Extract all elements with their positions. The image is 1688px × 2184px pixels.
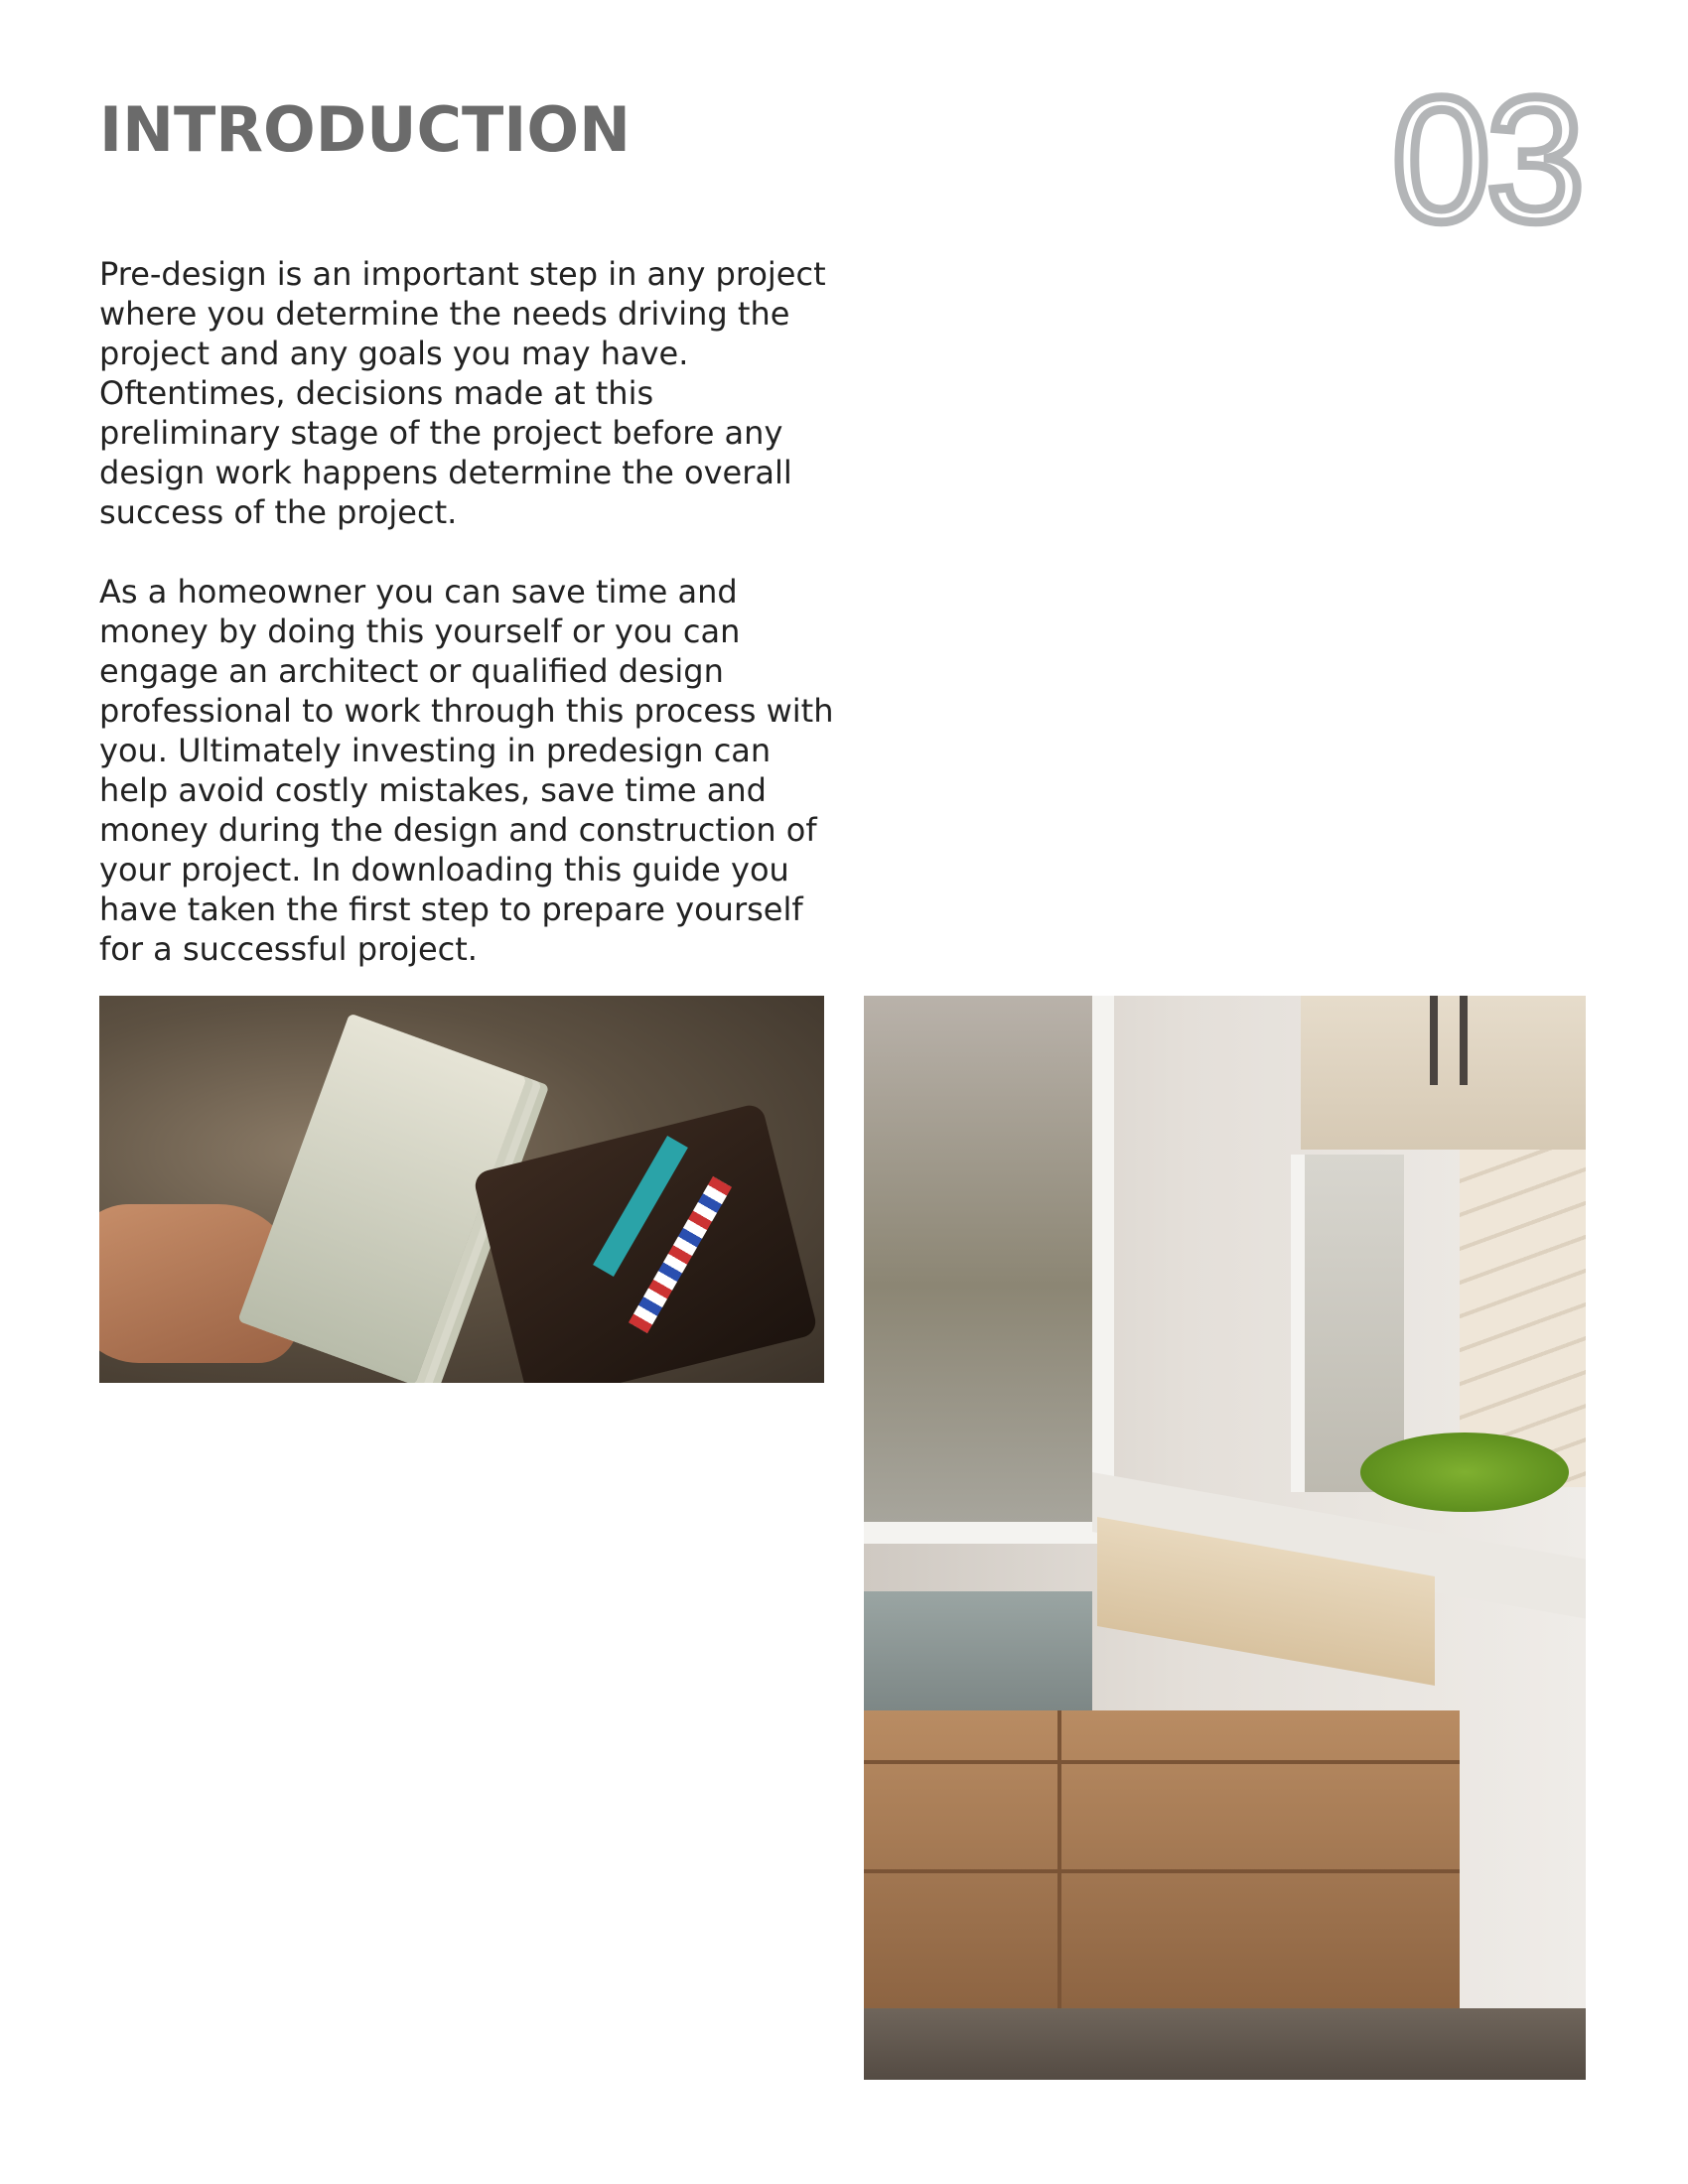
floor xyxy=(864,2008,1586,2080)
page-number: 03 xyxy=(1392,61,1581,258)
kitchen-window-right xyxy=(1291,1155,1404,1492)
kitchen-window-left xyxy=(864,996,1114,1544)
cabinet-handle xyxy=(1460,996,1468,1085)
wallet-shape xyxy=(472,1102,818,1383)
kitchen-photo xyxy=(864,996,1586,2080)
money-wallet-photo xyxy=(99,996,824,1383)
intro-body xyxy=(99,254,834,1009)
cabinet-handle xyxy=(1430,996,1438,1085)
green-yarn xyxy=(1360,1433,1569,1512)
bench-drawers xyxy=(864,1710,1460,2008)
intro-paragraph-2: As a homeowner you can save time and money by doing this yourself or you can engage an architect or qualified design professional to work through this process with you. Ultimately investing in predesign can help avoid costly mistakes, save time and money during the design and construction of your project. In downloading this guide you have taken the first step to prepare yourself for a successful project. xyxy=(99,573,834,968)
intro-paragraph-1: Pre-design is an important step in any project where you determine the needs driving the project and any goals you may have. Oftentimes, decisions made at this preliminary stage of the project before any design work happens determine the overall success of the project. xyxy=(99,255,826,531)
page-title: INTRODUCTION xyxy=(99,93,631,166)
bench-cushion xyxy=(864,1591,1092,1710)
upper-cabinet xyxy=(1301,996,1586,1150)
drawer-seam xyxy=(864,1760,1460,1764)
drawer-seam xyxy=(1057,1710,1061,2008)
drawer-seam xyxy=(864,1869,1460,1873)
